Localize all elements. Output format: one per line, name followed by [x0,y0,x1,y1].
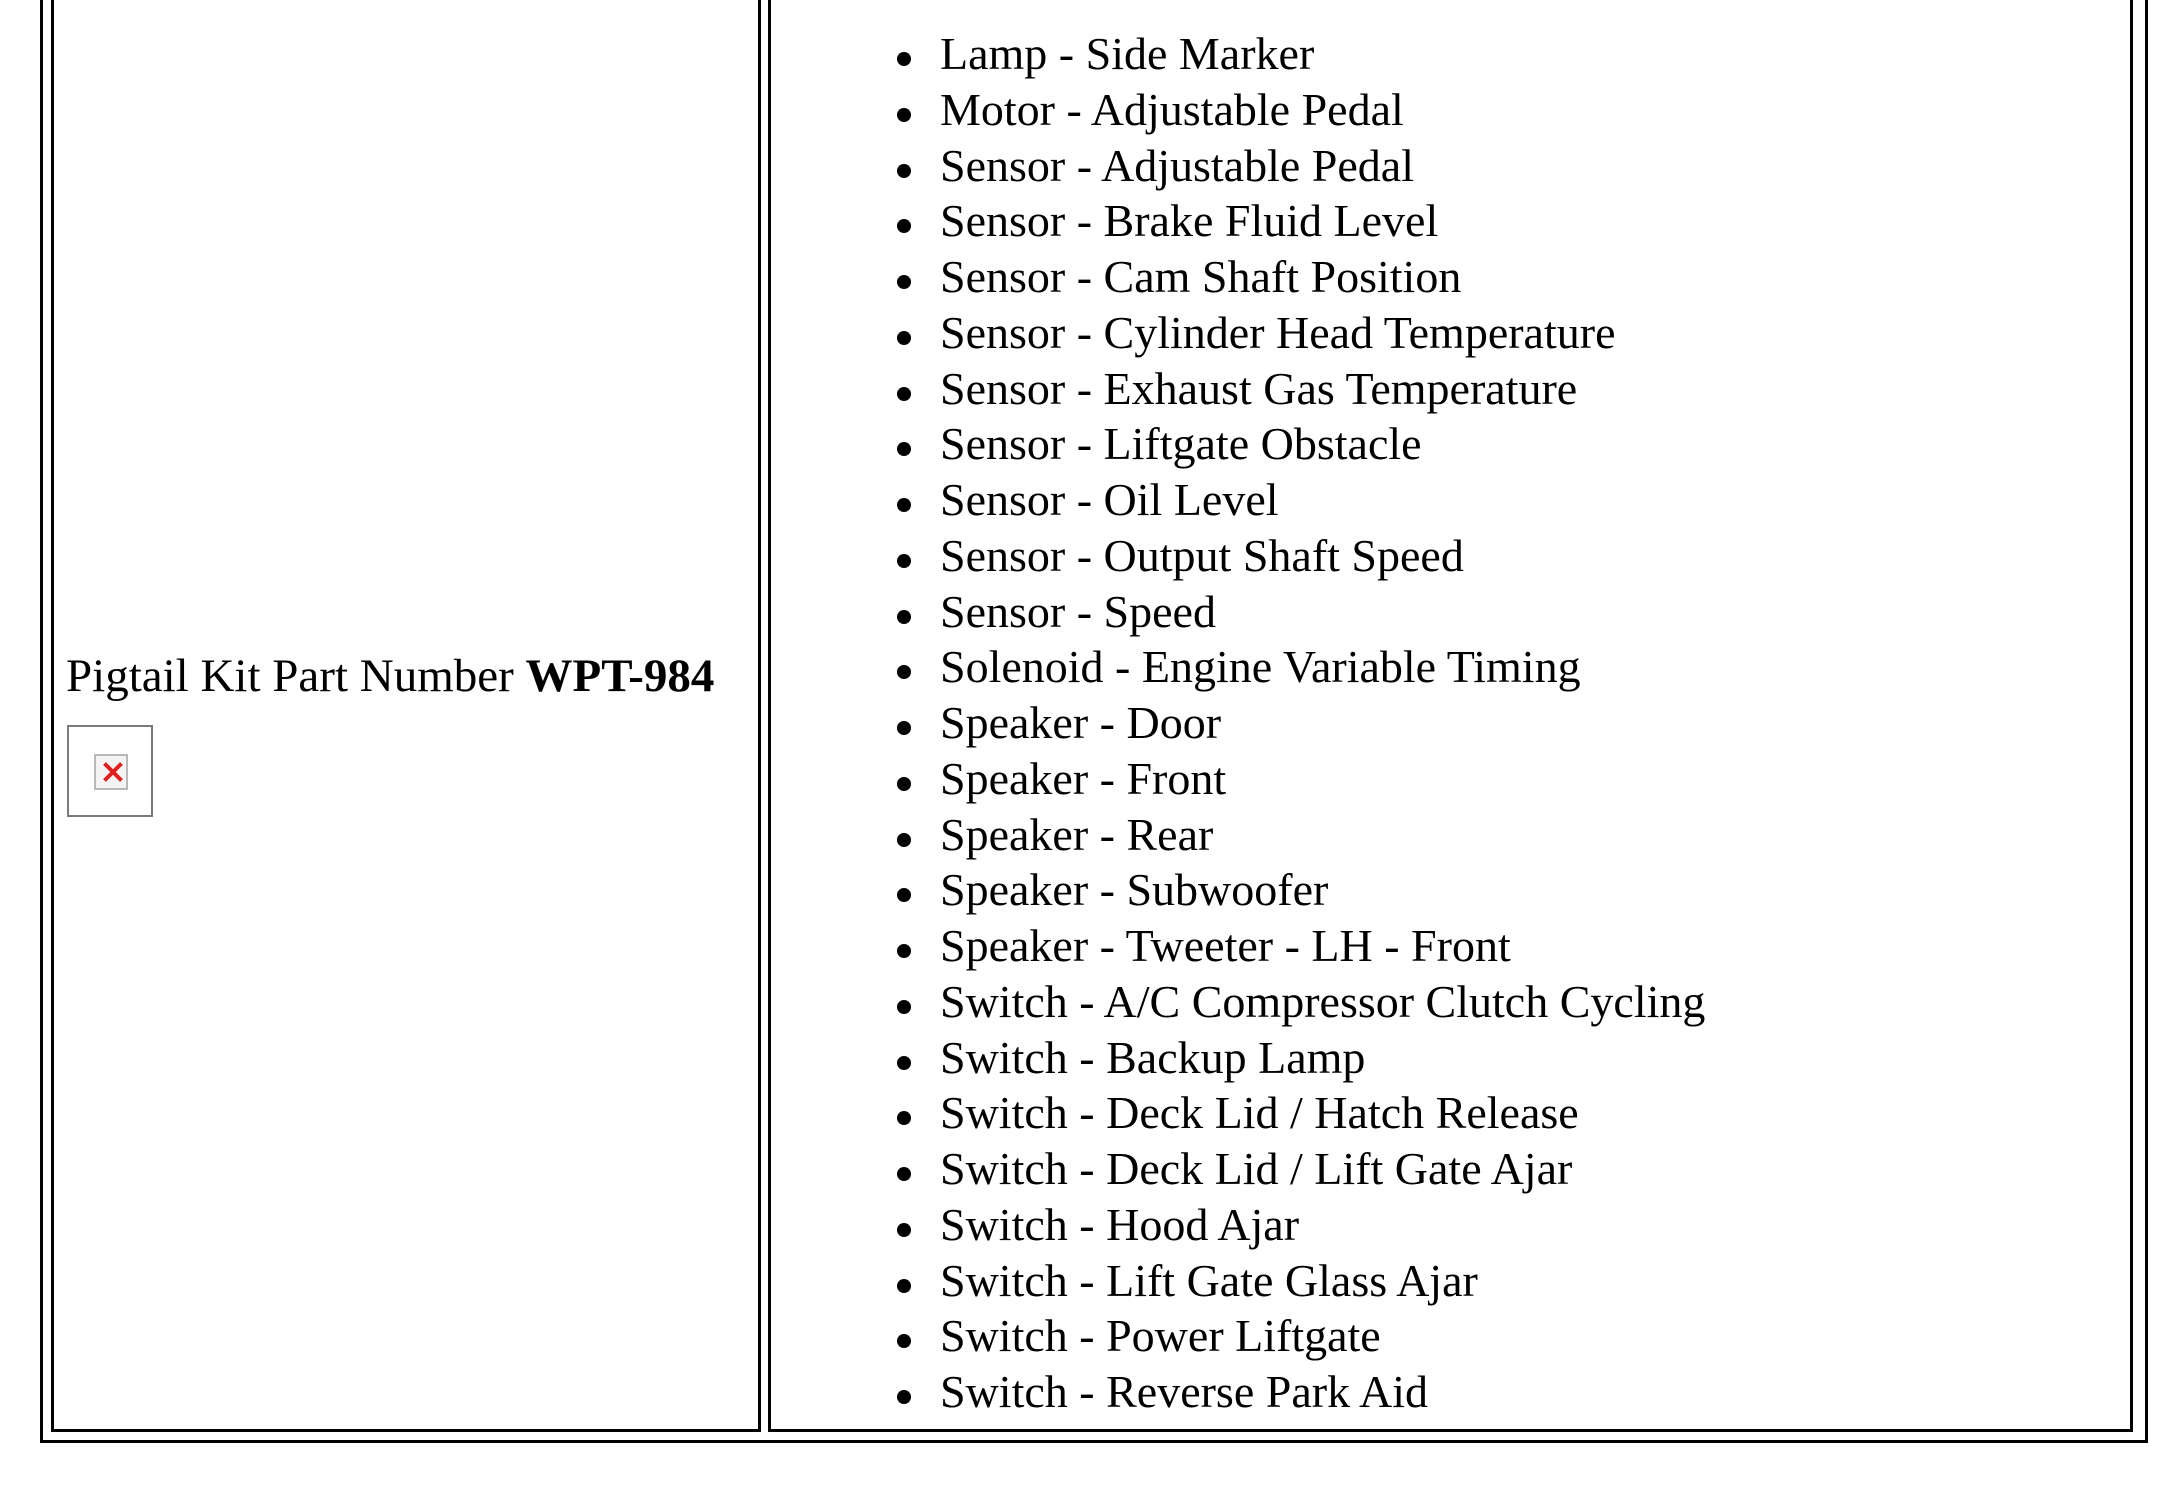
bullet-icon [897,1223,911,1237]
list-item-text: Speaker - Door [940,697,1222,748]
list-item-text: Switch - A/C Compressor Clutch Cycling [940,975,1706,1027]
kit-part-number: WPT-984 [525,650,715,702]
bullet-icon [897,387,911,401]
bullet-icon [897,1167,911,1181]
kit-label [66,648,714,704]
list-item-text: Sensor - Exhaust Gas Temperature [940,362,1578,414]
list-item-text: Sensor - Speed [940,585,1216,637]
image-placeholder [94,754,128,790]
bullet-icon [897,721,911,735]
list-item-text: Switch - Backup Lamp [940,1031,1366,1083]
list-item-text: Switch - Deck Lid / Lift Gate Ajar [940,1143,1573,1194]
broken-image-icon [67,725,153,817]
list-item-text: Sensor - Brake Fluid Level [940,195,1439,247]
list-item-text: Lamp - Side Marker [940,28,1315,79]
list-item-text: Sensor - Cam Shaft Position [940,251,1462,302]
list-item-text: Switch - Lift Gate Glass Ajar [940,1254,1478,1306]
bullet-icon [897,442,911,456]
list-item-text: Sensor - Liftgate Obstacle [940,418,1422,470]
list-item-text: Solenoid - Engine Variable Timing [940,641,1581,693]
kit-label-prefix: Pigtail Kit Part Number [66,650,526,702]
bullet-icon [897,888,911,902]
bullet-icon [897,275,911,289]
bullet-icon [897,610,911,624]
bullet-icon [897,554,911,568]
list-item-text: Switch - Power Liftgate [940,1310,1381,1362]
bullet-icon [897,331,911,345]
list-item-text: Speaker - Front [940,752,1227,804]
bullet-icon [897,219,911,233]
bullet-icon [897,1390,911,1404]
list-item-text: Switch - Hood Ajar [940,1198,1300,1250]
bullet-icon [897,1334,911,1348]
bullet-icon [897,777,911,791]
list-item-text: Switch - Deck Lid / Hatch Release [940,1087,1579,1139]
bullet-icon [897,1000,911,1014]
list-item-text: Sensor - Output Shaft Speed [940,529,1464,581]
list-item-text: Sensor - Cylinder Head Temperature [940,306,1616,358]
list-item-text: Speaker - Subwoofer [940,864,1329,916]
list-item-text: Sensor - Oil Level [940,474,1279,525]
kit-cell [51,0,761,1432]
bullet-icon [897,164,911,178]
list-item-text: Motor - Adjustable Pedal [940,83,1404,135]
bullet-icon [897,944,911,958]
bullet-icon [897,52,911,66]
parts-cell [768,0,2133,1432]
bullet-icon [897,1279,911,1293]
bullet-icon [897,1111,911,1125]
bullet-icon [897,665,911,679]
list-item-text: Speaker - Tweeter - LH - Front [940,920,1511,971]
bullet-icon [897,1056,911,1070]
list-item-text: Sensor - Adjustable Pedal [940,139,1414,191]
list-item-text: Speaker - Rear [940,808,1214,860]
bullet-icon [897,833,911,847]
bullet-icon [897,108,911,122]
bullet-icon [897,498,911,512]
parts-table [40,0,2148,1443]
list-item-text: Switch - Reverse Park Aid [940,1366,1429,1417]
